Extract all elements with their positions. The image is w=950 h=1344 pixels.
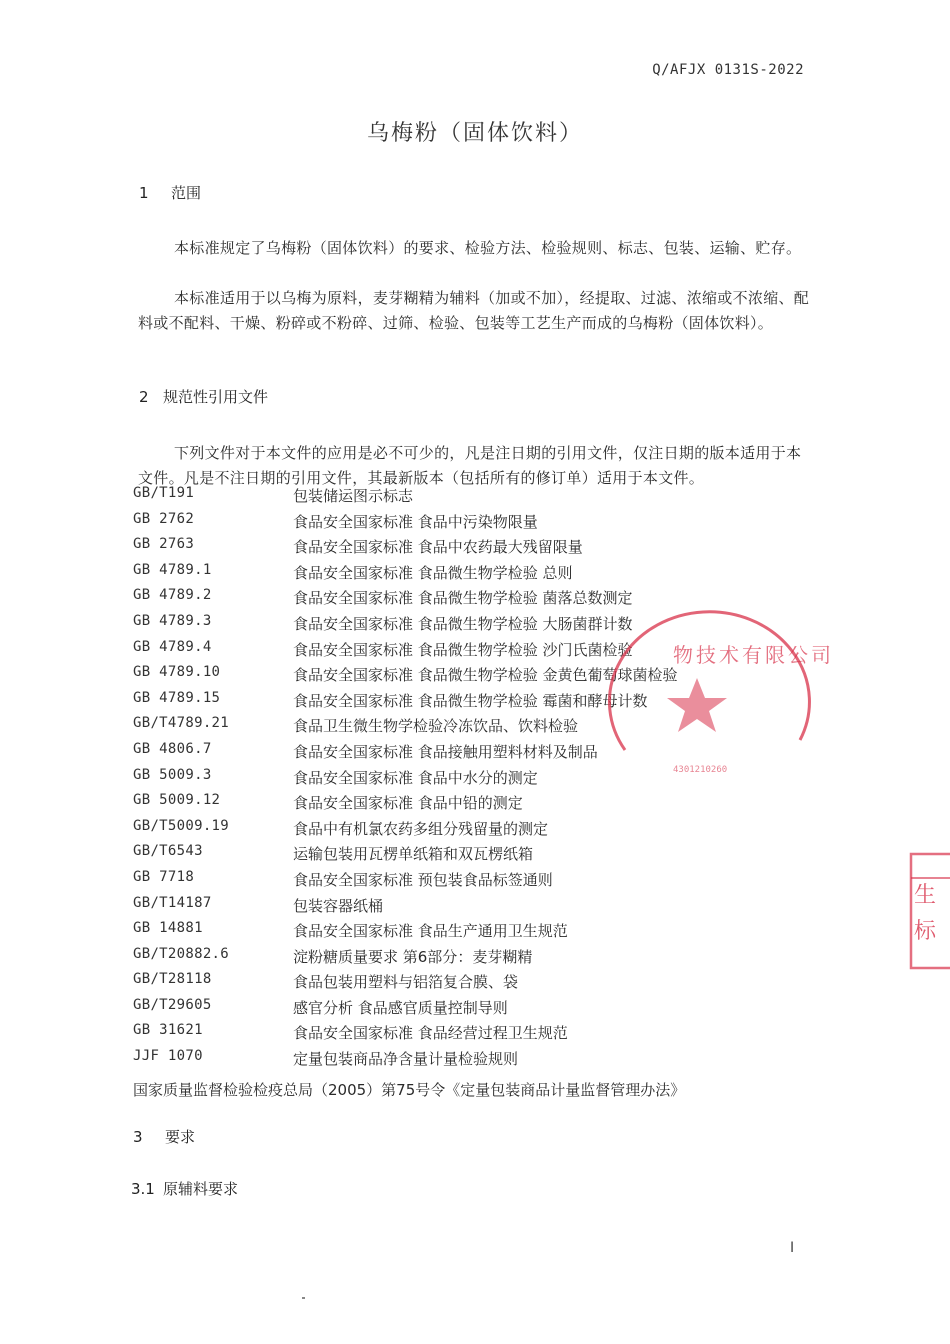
reference-title: 感官分析 食品感官质量控制导则 <box>293 998 508 1017</box>
reference-code: GB 4806.7 <box>133 740 212 757</box>
scope-paragraph-2: 本标准适用于以乌梅为原料，麦芽糊精为辅料（加或不加），经提取、过滤、浓缩或不浓缩、配料或不配料、干燥、粉碎或不粉碎、过筛、检验、包装等工艺生产而成的乌梅粉（固体饮料）。 <box>138 289 810 332</box>
reference-title: 食品安全国家标准 食品中铅的测定 <box>293 794 523 813</box>
reference-code: GB 5009.12 <box>133 792 221 809</box>
seal-text: 物技术有限公司 <box>673 643 834 667</box>
scope-paragraph-1: 本标准规定了乌梅粉（固体饮料）的要求、检验方法、检验规则、标志、包装、运输、贮存。 <box>174 239 802 257</box>
edge-stamp <box>908 852 950 970</box>
reference-title: 包装容器纸桶 <box>293 896 384 915</box>
section-title: 范围 <box>171 184 202 202</box>
reference-code: GB/T4789.21 <box>133 715 230 732</box>
reference-code: GB 31621 <box>133 1022 203 1039</box>
section-3-1-heading <box>131 1178 238 1199</box>
reference-title: 食品安全国家标准 食品微生物学检验 大肠菌群计数 <box>293 614 633 633</box>
reference-code: GB/T6543 <box>133 843 203 860</box>
section-number: 2 <box>139 388 149 406</box>
section-3-heading <box>133 1126 195 1147</box>
reference-title: 食品安全国家标准 食品生产通用卫生规范 <box>293 922 568 941</box>
reference-code: GB 4789.10 <box>133 664 221 681</box>
reference-title: 食品安全国家标准 食品微生物学检验 菌落总数测定 <box>293 589 633 608</box>
seal-ring <box>609 612 809 750</box>
reference-title: 食品安全国家标准 食品接触用塑料材料及制品 <box>293 742 598 761</box>
reference-title: 食品包装用塑料与铝箔复合膜、袋 <box>293 973 519 992</box>
edge-stamp-char: 生 <box>914 883 937 908</box>
company-seal <box>585 600 834 785</box>
reference-title: 食品安全国家标准 食品中农药最大残留限量 <box>293 538 583 557</box>
seal-number: 4301210260 <box>673 765 728 775</box>
reference-code: GB 4789.2 <box>133 587 212 604</box>
section-1-heading <box>139 182 201 203</box>
reference-code: GB/T191 <box>133 485 195 501</box>
reference-title: 淀粉糖质量要求 第6部分：麦芽糊精 <box>293 947 533 966</box>
reference-code: GB 4789.4 <box>133 638 212 655</box>
page-number: I <box>790 1240 795 1256</box>
reference-code: GB 5009.3 <box>133 766 212 783</box>
reference-title: 食品安全国家标准 预包装食品标签通则 <box>293 870 553 889</box>
reference-title: 食品安全国家标准 食品经营过程卫生规范 <box>293 1024 568 1043</box>
reference-code: GB 14881 <box>133 920 203 937</box>
section-title: 要求 <box>165 1128 196 1146</box>
reference-title: 食品安全国家标准 食品中水分的测定 <box>293 768 538 787</box>
scan-mark <box>302 1297 305 1299</box>
reference-title: 食品安全国家标准 食品微生物学检验 总则 <box>293 563 573 582</box>
standard-code: Q/AFJX 0131S-2022 <box>652 62 804 78</box>
seal-star <box>667 678 727 732</box>
reference-code: JJF 1070 <box>133 1048 203 1065</box>
reference-code: GB 4789.1 <box>133 561 212 578</box>
reference-code: GB 7718 <box>133 868 195 885</box>
edge-stamp-char: 标 <box>914 919 937 944</box>
reference-code: GB/T5009.19 <box>133 817 230 834</box>
reference-title: 运输包装用瓦楞单纸箱和双瓦楞纸箱 <box>293 845 534 864</box>
reference-title: 食品安全国家标准 食品微生物学检验 霉菌和酵母计数 <box>293 691 648 710</box>
references-intro: 下列文件对于本文件的应用是必不可少的，凡是注日期的引用文件，仅注日期的版本适用于本文件。凡是不注日期的引用文件，其最新版本（包括所有的修订单）适用于本文件。 <box>138 444 802 487</box>
reference-title: 食品安全国家标准 食品微生物学检验 沙门氏菌检验 <box>293 640 633 659</box>
reference-title: 食品安全国家标准 食品中污染物限量 <box>293 512 538 531</box>
reference-code: GB/T14187 <box>133 894 212 911</box>
reference-title: 食品中有机氯农药多组分残留量的测定 <box>293 819 549 838</box>
section-title: 规范性引用文件 <box>163 388 269 406</box>
reference-title: 包装储运图示标志 <box>293 487 414 505</box>
reference-title: 食品安全国家标准 食品微生物学检验 金黄色葡萄球菌检验 <box>293 666 678 685</box>
reference-code: GB/T20882.6 <box>133 945 230 962</box>
reference-code: GB/T29605 <box>133 996 212 1013</box>
reference-title: 定量包装商品净含量计量检验规则 <box>293 1050 519 1069</box>
reference-title: 食品卫生微生物学检验冷冻饮品、饮料检验 <box>293 717 579 736</box>
section-number: 3 <box>133 1128 143 1146</box>
section-number: 1 <box>139 184 149 202</box>
decree-reference: 国家质量监督检验检疫总局（2005）第75号令《定量包装商品计量监督管理办法》 <box>133 1081 686 1099</box>
section-number: 3.1 <box>131 1180 155 1198</box>
reference-code: GB 4789.3 <box>133 612 212 629</box>
document-title: 乌梅粉（固体饮料） <box>366 121 583 146</box>
reference-code: GB 4789.15 <box>133 689 221 706</box>
section-title: 原辅料要求 <box>163 1180 239 1198</box>
reference-code: GB/T28118 <box>133 971 212 988</box>
reference-code: GB 2763 <box>133 536 195 553</box>
reference-code: GB 2762 <box>133 510 195 527</box>
section-2-heading <box>139 386 268 407</box>
